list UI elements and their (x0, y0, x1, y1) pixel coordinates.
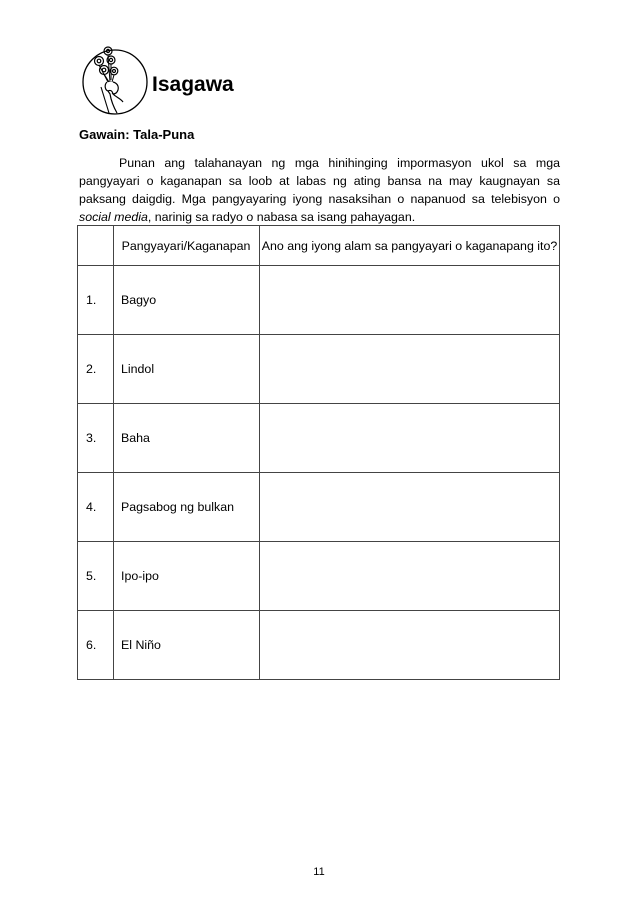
instructions-paragraph (79, 154, 560, 226)
table-row (78, 542, 560, 611)
instructions-text-1: Punan ang talahanayan ng mga hinihinging impormasyon ukol sa mga pangyayari o kaganapan sa loob at labas ng ating bansa na may kaugnayan sa paksang daigdig. Mga pangyayaring iyong nasaksihan o napanuod sa telebisyon o (79, 156, 560, 206)
row-number: 5. (78, 542, 114, 611)
row-answer-cell[interactable] (260, 473, 560, 542)
worksheet-table (77, 225, 560, 680)
row-answer-cell[interactable] (260, 335, 560, 404)
table-row (78, 266, 560, 335)
header-number (78, 226, 114, 266)
row-event: Bagyo (114, 266, 260, 335)
table-row (78, 335, 560, 404)
row-number: 2. (78, 335, 114, 404)
row-event: Ipo-ipo (114, 542, 260, 611)
row-answer-cell[interactable] (260, 266, 560, 335)
page-title: Isagawa (152, 73, 234, 96)
table-header-row (78, 226, 560, 266)
instructions-text-2: , narinig sa radyo o nabasa sa isang pahayagan. (147, 210, 416, 224)
instructions-emphasis: social media (79, 210, 148, 224)
row-event: Pagsabog ng bulkan (114, 473, 260, 542)
row-answer-cell[interactable] (260, 404, 560, 473)
page-number: 11 (313, 866, 325, 878)
row-number: 1. (78, 266, 114, 335)
row-answer-cell[interactable] (260, 611, 560, 680)
hand-holding-flowers-icon (79, 44, 151, 116)
row-number: 4. (78, 473, 114, 542)
table-row (78, 611, 560, 680)
table-row (78, 404, 560, 473)
row-number: 6. (78, 611, 114, 680)
row-event: Baha (114, 404, 260, 473)
activity-label: Gawain: Tala-Puna (79, 127, 195, 142)
table-row (78, 473, 560, 542)
row-number: 3. (78, 404, 114, 473)
header-event: Pangyayari/Kaganapan (114, 226, 260, 266)
row-event: El Niño (114, 611, 260, 680)
header-knowledge: Ano ang iyong alam sa pangyayari o kaganapang ito? (260, 226, 560, 266)
row-answer-cell[interactable] (260, 542, 560, 611)
row-event: Lindol (114, 335, 260, 404)
